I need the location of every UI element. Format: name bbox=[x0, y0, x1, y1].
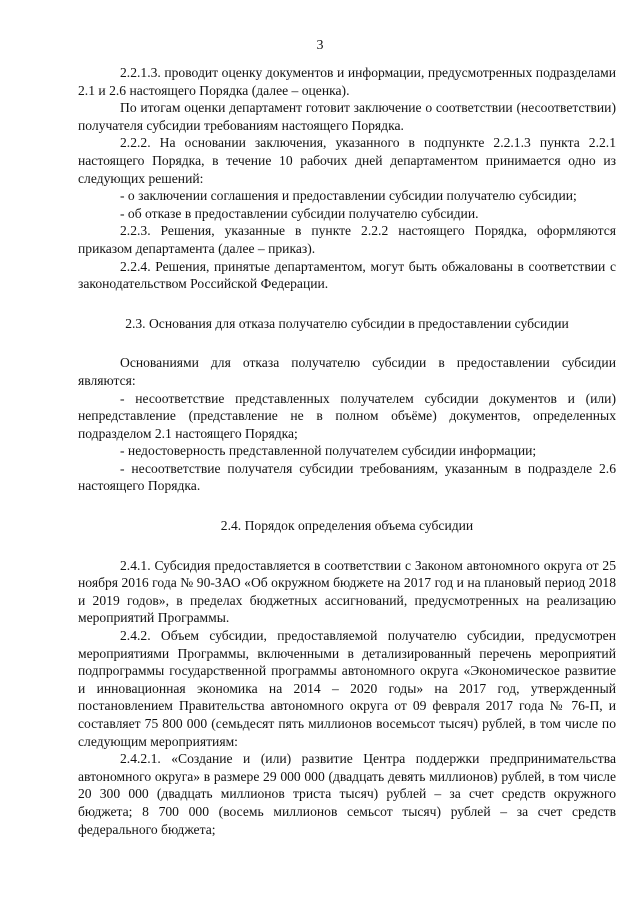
paragraph-2-2-1-3: 2.2.1.3. проводит оценку документов и информации, предусмотренных подразделами 2.1 и 2.6 настоящего Порядка (далее – оценка). bbox=[78, 65, 616, 98]
list-item-requirements-mismatch: - несоответствие получателя субсидии требованиям, указанным в подразделе 2.6 настоящего Порядка. bbox=[78, 460, 616, 494]
paragraph-assessment-conclusion: По итогам оценки департамент готовит заключение о соответствии (несоответствии) получателя субсидии требованиям настоящего Порядка. bbox=[78, 100, 616, 133]
paragraph-2-2-2: 2.2.2. На основании заключения, указанного в подпункте 2.2.1.3 пункта 2.2.1 настоящего Порядка, в течение 10 рабочих дней департаментом принимается одно из следующих решений: bbox=[78, 135, 616, 186]
section-heading-2-4: 2.4. Порядок определения объема субсидии bbox=[220, 518, 474, 534]
paragraph-2-4-1: 2.4.1. Субсидия предоставляется в соответствии с Законом автономного округа от 25 ноября 2016 года № 90-ЗАО «Об окружном бюджете на 2017 год и на плановый период 2018 и 2019 годов», в пределах бюджетных ассигнований, предусмотренных на реализацию мероприятий Программы. bbox=[78, 557, 616, 626]
list-item-agreement-decision: - о заключении соглашения и предоставлении субсидии получателю субсидии; bbox=[120, 188, 577, 204]
page-number: 3 bbox=[316, 38, 324, 53]
paragraph-2-2-4: 2.2.4. Решения, принятые департаментом, могут быть обжалованы в соответствии с законодательством Российской Федерации. bbox=[78, 258, 616, 292]
paragraph-2-2-3: 2.2.3. Решения, указанные в пункте 2.2.2 настоящего Порядка, оформляются приказом департамента (далее – приказ). bbox=[78, 223, 616, 256]
list-item-unreliable-info: - недостоверность представленной получателем субсидии информации; bbox=[120, 443, 537, 459]
list-item-refusal-decision: - об отказе в предоставлении субсидии получателю субсидии. bbox=[120, 205, 479, 221]
section-heading-2-3: 2.3. Основания для отказа получателю субсидии в предоставлении субсидии bbox=[125, 315, 569, 331]
document-body bbox=[78, 64, 616, 838]
paragraph-2-4-2: 2.4.2. Объем субсидии, предоставляемой получателю субсидии, предусмотрен мероприятиями Программы, включенными в детализированный перечень мероприятий подпрограммы государственной программы автономного округа «Экономическое развитие и инновационная экономика на 2014 – 2020 годы» на 2017 год, утвержденный постановлением Правительства автономного округа от 09 февраля 2017 года № 76-П, и составляет 75 800 000 (семьдесят пять миллионов восемьсот тысяч) рублей, в том числе по следующим мероприятиям: bbox=[78, 628, 616, 749]
list-item-documents-mismatch: - несоответствие представленных получателем субсидии документов и (или) непредставление (представление не в полном объёме) документов, определенных подразделом 2.1 настоящего Порядка; bbox=[78, 390, 616, 441]
paragraph-refusal-grounds-intro: Основаниями для отказа получателю субсидии в предоставлении субсидии являются: bbox=[78, 355, 616, 388]
paragraph-2-4-2-1: 2.4.2.1. «Создание и (или) развитие Центра поддержки предпринимательства автономного округа» в размере 29 000 000 (двадцать девять миллионов) рублей, в том числе 20 300 000 (двадцать миллионов триста тысяч) рублей – за счет средств окружного бюджета; 8 700 000 (восемь миллионов семьсот тысяч) рублей – за счет средств федерального бюджета; bbox=[78, 751, 616, 837]
